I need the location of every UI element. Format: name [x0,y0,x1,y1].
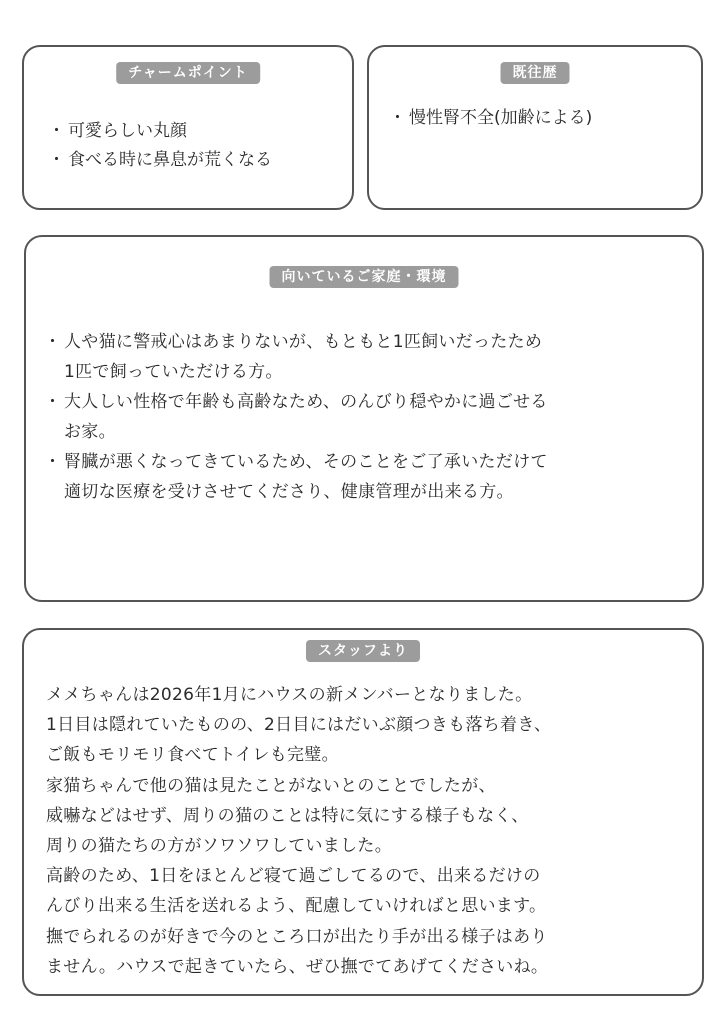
suitable-home-card [24,235,704,602]
staff-note-card [22,628,704,996]
staff-note-title: スタッフより [306,640,420,662]
medical-history-list [391,104,592,133]
suitable-home-list [46,327,684,507]
medical-history-title: 既往歴 [501,62,570,84]
medical-history-item: ・ 慢性腎不全(加齢による) [391,104,592,133]
suitable-home-item: ・ 腎臓が悪くなってきているため、そのことをご了承いただけて 適切な医療を受けさせてくださり、健康管理が出来る方。 [46,447,684,507]
charm-point-item: ・ 可愛らしい丸顔 [50,117,272,146]
charm-point-list [50,117,272,175]
suitable-home-item: ・ 人や猫に警戒心はあまりないが、もともと1匹飼いだったため 1匹で飼っていただける方。 [46,327,684,387]
staff-note-text: メメちゃんは2026年1月にハウスの新メンバーとなりました。 1日目は隠れていたものの、2日目にはだいぶ顔つきも落ち着き、 ご飯もモリモリ食べてトイレも完璧。 家猫ちゃんで他の猫は見たことがないとのことでしたが、 威嚇などはせず、周りの猫のことは特に気にする様子もなく、 周りの猫たちの方がソワソワしていました。 高齢のため、1日をほとんど寝て過ごしてるので、出来るだけの んびり出来る生活を送れるよう、配慮していければと思います。 撫でられるのが好きで今のところ口が出たり手が出る様子はあり ません。ハウスで起きていたら、ぜひ撫でてあげてくださいね。 [46,685,552,977]
medical-history-card [367,45,703,210]
charm-point-card [22,45,354,210]
suitable-home-item: ・ 大人しい性格で年齢も高齢なため、のんびり穏やかに過ごせる お家。 [46,387,684,447]
charm-point-item: ・ 食べる時に鼻息が荒くなる [50,146,272,175]
suitable-home-title: 向いているご家庭・環境 [270,266,459,288]
charm-point-title: チャームポイント [116,62,260,84]
